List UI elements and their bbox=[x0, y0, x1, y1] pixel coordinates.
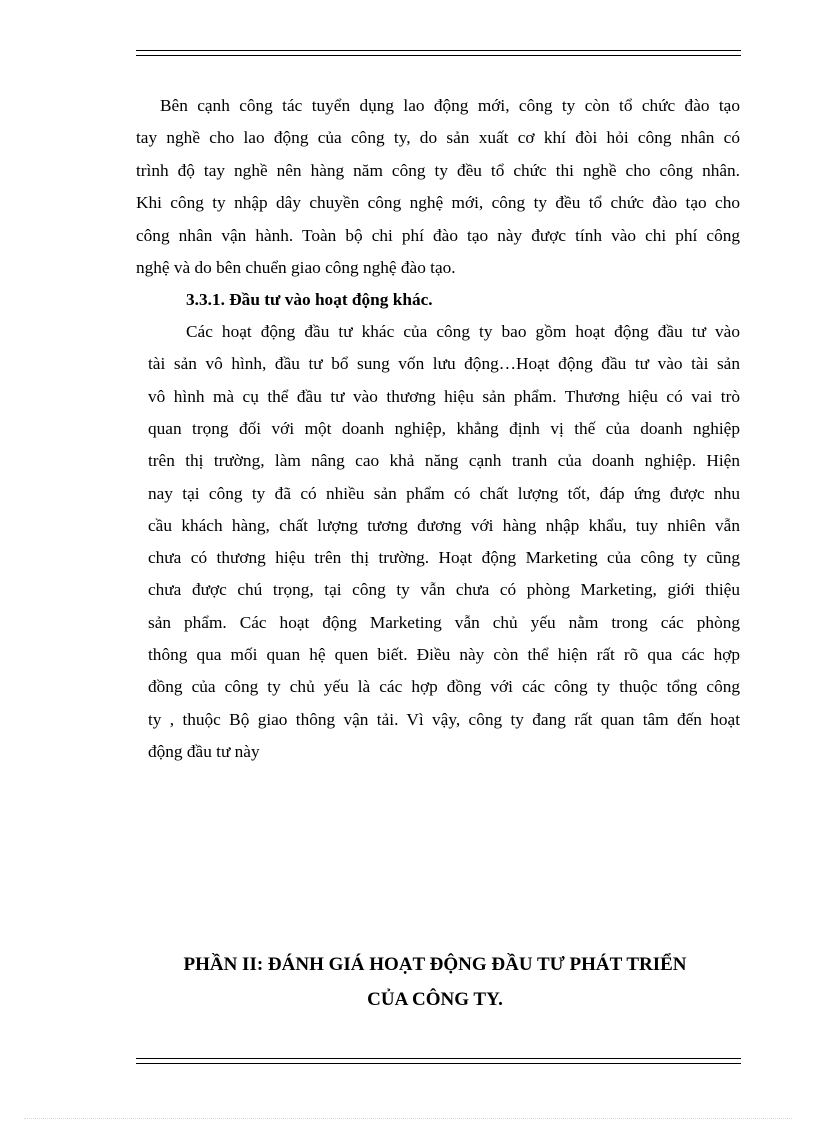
paragraph-line: trình độ tay nghề nên hàng năm công ty đều tổ chức thi nghề cho công nhân. bbox=[136, 161, 740, 180]
paragraph-line: Bên cạnh công tác tuyển dụng lao động mới, công ty còn tổ chức đào tạo bbox=[160, 96, 740, 115]
paragraph-line: cầu khách hàng, chất lượng tương đương với hàng nhập khẩu, tuy nhiên vẫn bbox=[148, 516, 740, 535]
paragraph-line: tài sản vô hình, đầu tư bổ sung vốn lưu động…Hoạt động đầu tư vào tài sản bbox=[148, 354, 740, 373]
paragraph-line: công nhân vận hành. Toàn bộ chi phí đào tạo này được tính vào chi phí công bbox=[136, 226, 740, 245]
paragraph-line: quan trọng đối với một doanh nghiệp, khẳng định vị thế của doanh nghiệp bbox=[148, 419, 740, 438]
paragraph-line: chưa có thương hiệu trên thị trường. Hoạt động Marketing của công ty cũng bbox=[148, 548, 740, 567]
paragraph-line: thông qua mối quan hệ quen biết. Điều này còn thể hiện rất rõ qua các hợp bbox=[148, 645, 740, 664]
paragraph-line: sản phẩm. Các hoạt động Marketing vẫn chủ yếu nằm trong các phòng bbox=[148, 613, 740, 632]
paragraph-line: đồng của công ty chủ yếu là các hợp đồng với các công ty thuộc tổng công bbox=[148, 677, 740, 696]
part-title-line-2: CỦA CÔNG TY. bbox=[367, 989, 503, 1010]
paragraph-line: nghệ và do bên chuển giao công nghệ đào tạo. bbox=[136, 258, 456, 277]
paragraph-line: vô hình mà cụ thể đầu tư vào thương hiệu sản phẩm. Thương hiệu có vai trò bbox=[148, 387, 740, 406]
footer-rule bbox=[136, 1058, 741, 1064]
paragraph-line: Khi công ty nhập dây chuyền công nghệ mới, công ty đều tổ chức đào tạo cho bbox=[136, 193, 740, 212]
paragraph-line: tay nghề cho lao động của công ty, do sản xuất cơ khí đòi hỏi công nhân có bbox=[136, 128, 740, 147]
paragraph-line: ty , thuộc Bộ giao thông vận tải. Vì vậy, công ty đang rất quan tâm đến hoạt bbox=[148, 710, 740, 729]
header-rule bbox=[136, 50, 741, 56]
paragraph-line: Các hoạt động đầu tư khác của công ty bao gồm hoạt động đầu tư vào bbox=[186, 322, 740, 341]
paragraph-line: nay tại công ty đã có nhiều sản phẩm có chất lượng tốt, đáp ứng được nhu bbox=[148, 484, 740, 503]
page-edge-divider bbox=[24, 1118, 792, 1119]
paragraph-line: trên thị trường, làm nâng cao khả năng cạnh tranh của doanh nghiệp. Hiện bbox=[148, 451, 740, 470]
part-title-line-1: PHẦN II: ĐÁNH GIÁ HOẠT ĐỘNG ĐẦU TƯ PHÁT TRIỂN bbox=[183, 954, 687, 975]
section-heading: 3.3.1. Đầu tư vào hoạt động khác. bbox=[186, 290, 433, 309]
paragraph-line: chưa được chú trọng, tại công ty vẫn chưa có phòng Marketing, giới thiệu bbox=[148, 580, 740, 599]
paragraph-line: động đầu tư này bbox=[148, 742, 260, 761]
